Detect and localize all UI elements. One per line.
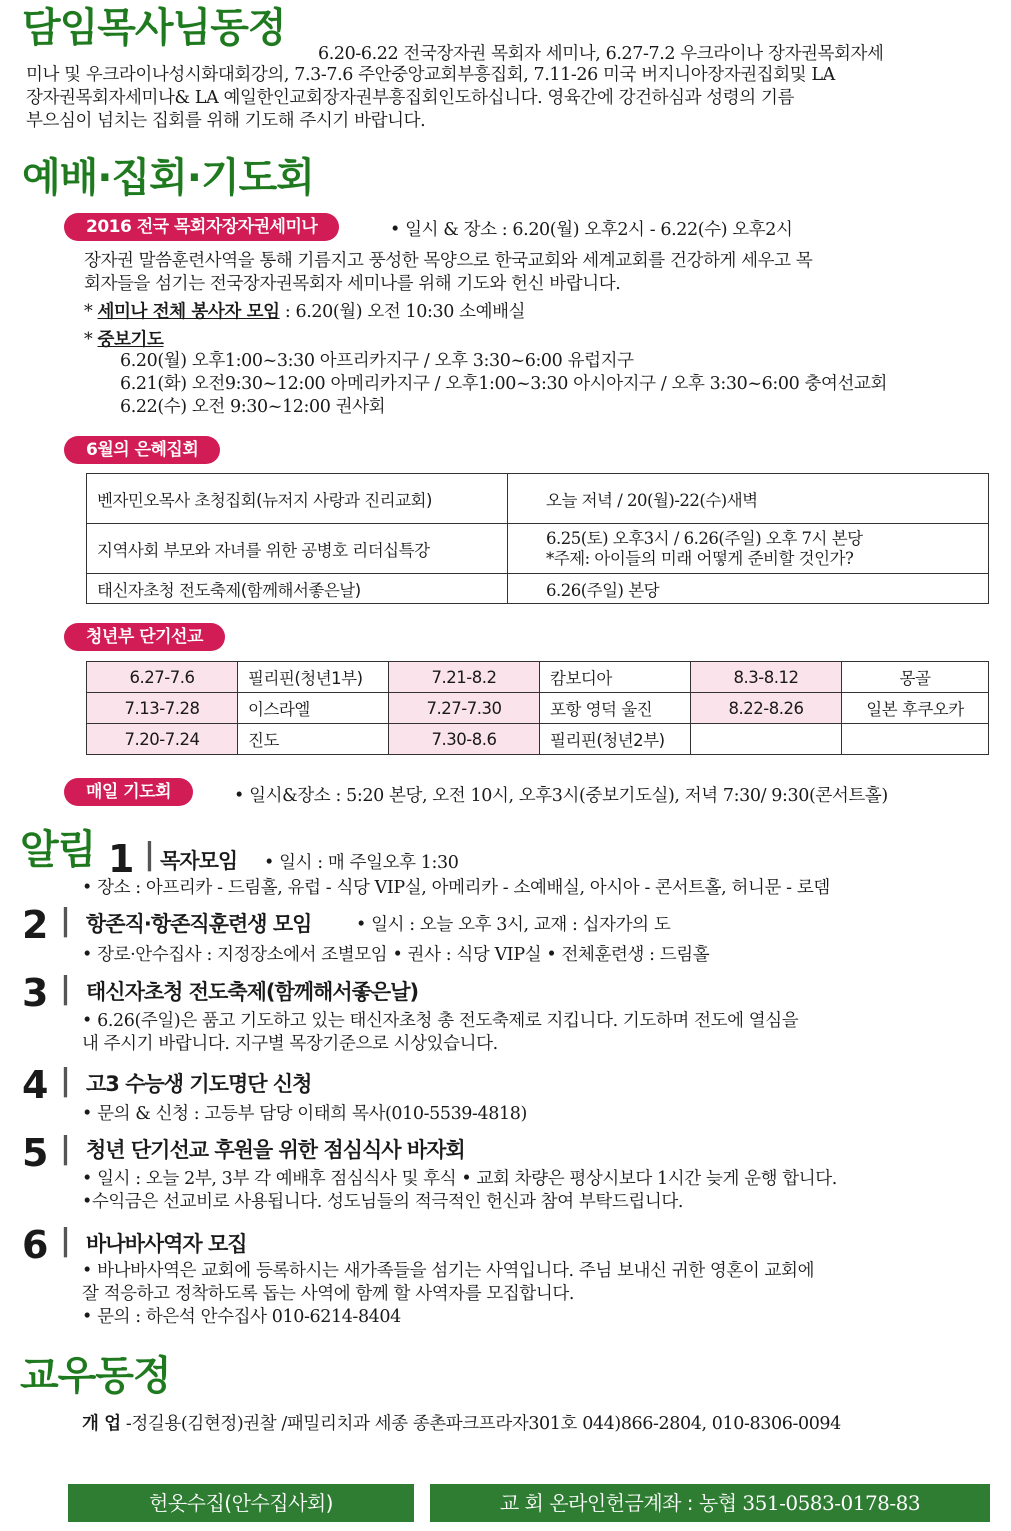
youth-place: 진도 xyxy=(238,724,389,755)
prayer-line: 6.22(수) 오전 9:30~12:00 권사회 xyxy=(120,397,386,417)
youth-place: 몽골 xyxy=(842,662,989,693)
grace-name: 벤자민오목사 초청집회(뉴저지 사랑과 진리교회) xyxy=(87,474,508,524)
notice-inline: • 일시 : 오늘 오후 3시, 교재 : 십자가의 도 xyxy=(356,915,671,935)
daily-pill: 매일 기도회 xyxy=(64,778,193,806)
footer-offering-account xyxy=(430,1484,990,1522)
table-row xyxy=(87,524,989,574)
notice-number: 1 xyxy=(108,837,135,881)
table-row xyxy=(87,574,989,604)
pastor-first-line: 6.20-6.22 전국장자권 목회자 세미나, 6.27-7.2 우크라이나 장자권목회자세 xyxy=(318,44,884,64)
prayer-heading xyxy=(84,326,164,351)
worship-title: 예배·집회·기도회 xyxy=(22,155,314,201)
notice-heading: 바나바사역자 모집 xyxy=(86,1232,247,1256)
table-row xyxy=(87,724,989,755)
members-text: -정길용(김현정)권찰 /패밀리치과 세종 종촌파크프라자301호 044)866-2804, 010-8306-0094 xyxy=(120,1414,841,1434)
youth-place: 필리핀(청년2부) xyxy=(540,724,691,755)
youth-place: 일본 후쿠오카 xyxy=(842,693,989,724)
youth-date: 8.22-8.26 xyxy=(691,693,842,724)
youth-date: 7.13-7.28 xyxy=(87,693,238,724)
prayer-line: 6.21(화) 오전9:30~12:00 아메리카지구 / 오후1:00~3:30 아시아지구 / 오후 3:30~6:00 충여선교회 xyxy=(120,374,888,394)
notice-bar: | xyxy=(60,903,71,938)
youth-date: 7.30-8.6 xyxy=(389,724,540,755)
notice-heading: 목자모임 xyxy=(160,849,238,873)
notice-line: • 일시 : 오늘 2부, 3부 각 예배후 점심식사 및 후식 • 교회 차량은 평상시보다 1시간 늦게 운행 합니다. xyxy=(82,1169,837,1189)
prayer-prefix: * xyxy=(84,330,98,350)
youth-place: 이스라엘 xyxy=(238,693,389,724)
notice-body xyxy=(82,1260,814,1329)
youth-empty xyxy=(691,724,842,755)
youth-place: 포항 영덕 울진 xyxy=(540,693,691,724)
youth-date: 8.3-8.12 xyxy=(691,662,842,693)
daily-text: • 일시&장소 : 5:20 본당, 오전 10시, 오후3시(중보기도실), 저녁 7:30/ 9:30(콘서트홀) xyxy=(234,786,888,806)
notice-heading: 고3 수능생 기도명단 신청 xyxy=(86,1072,312,1096)
seminar-datetime: • 일시 & 장소 : 6.20(월) 오후2시 - 6.22(수) 오후2시 xyxy=(390,220,793,240)
offering-label: 교 회 온라인헌금계좌 : xyxy=(499,1491,699,1515)
notice-bar: | xyxy=(60,971,71,1006)
notice-bar: | xyxy=(60,1063,71,1098)
seminar-pill: 2016 전국 목회자장자권세미나 xyxy=(64,213,339,241)
youth-empty xyxy=(842,724,989,755)
staff-text: : 6.20(월) 오전 10:30 소예배실 xyxy=(279,302,526,322)
pastor-line: 미나 및 우크라이나성시화대회강의, 7.3-7.6 주안중앙교회부흥집회, 7.11-26 미국 버지니아장자권집회및 LA xyxy=(26,65,835,85)
grace-when: 6.26(주일) 본당 xyxy=(508,574,989,604)
notice-number: 5 xyxy=(22,1131,49,1175)
pastor-title: 담임목사님동정 xyxy=(22,5,286,51)
notice-number: 6 xyxy=(22,1223,49,1267)
seminar-desc-line: 장자권 말씀훈련사역을 통해 기름지고 풍성한 목양으로 한국교회와 세계교회를 건강하게 세우고 목 xyxy=(84,251,813,271)
youth-date: 6.27-7.6 xyxy=(87,662,238,693)
notice-line: • 장로·안수집사 : 지정장소에서 조별모임 • 권사 : 식당 VIP실 • 전체훈련생 : 드림홀 xyxy=(82,945,710,965)
offering-account: 농협 351-0583-0178-83 xyxy=(698,1491,921,1515)
notice-body xyxy=(82,1010,798,1056)
notice-line: • 장소 : 아프리카 - 드림홀, 유럽 - 식당 VIP실, 아메리카 - 소예배실, 아시아 - 콘서트홀, 허니문 - 로뎀 xyxy=(82,878,830,898)
notice-heading: 태신자초청 전도축제(함께해서좋은날) xyxy=(86,980,419,1004)
youth-date: 7.21-8.2 xyxy=(389,662,540,693)
notice-number: 2 xyxy=(22,903,49,947)
notice-line: • 문의 : 하은석 안수집사 010-6214-8404 xyxy=(82,1307,401,1327)
prayer-line: 6.20(월) 오후1:00~3:30 아프리카지구 / 오후 3:30~6:00 유럽지구 xyxy=(120,351,634,371)
notice-bar: | xyxy=(144,837,155,872)
members-label: 개 업 xyxy=(82,1414,121,1434)
seminar-desc xyxy=(84,250,812,296)
youth-date: 7.20-7.24 xyxy=(87,724,238,755)
notice-heading: 청년 단기선교 후원을 위한 점심식사 바자회 xyxy=(86,1138,465,1162)
notice-number: 3 xyxy=(22,971,49,1015)
notice-body xyxy=(82,1168,837,1214)
youth-table xyxy=(86,661,989,755)
grace-name: 지역사회 부모와 자녀를 위한 공병호 리더십특강 xyxy=(87,524,508,574)
grace-when-line: *주제: 아이들의 미래 어떻게 준비할 것인가? xyxy=(546,548,854,568)
table-row xyxy=(87,693,989,724)
grace-name: 태신자초청 전도축제(함께해서좋은날) xyxy=(87,574,508,604)
prayer-schedule xyxy=(120,350,887,419)
prayer-label: 중보기도 xyxy=(97,330,164,350)
youth-date: 7.27-7.30 xyxy=(389,693,540,724)
notice-line: • 6.26(주일)은 품고 기도하고 있는 태신자초청 총 전도축제로 지킵니다. 기도하며 전도에 열심을 xyxy=(82,1011,799,1031)
notice-line: • 바나바사역은 교회에 등록하시는 새가족들을 섬기는 사역입니다. 주님 보내신 귀한 영혼이 교회에 xyxy=(82,1261,815,1281)
grace-when-line: 6.25(토) 오후3시 / 6.26(주일) 오후 7시 본당 xyxy=(546,528,863,548)
notice-bar: | xyxy=(60,1131,71,1166)
seminar-staff xyxy=(84,298,525,323)
grace-pill: 6월의 은혜집회 xyxy=(64,436,220,464)
notice-number: 4 xyxy=(22,1063,49,1107)
table-row xyxy=(87,474,989,524)
pastor-body xyxy=(26,64,991,133)
notices-title: 알림 xyxy=(20,827,96,873)
notice-line: •수익금은 선교비로 사용됩니다. 성도님들의 적극적인 헌신과 참여 부탁드립니다. xyxy=(82,1192,684,1212)
table-row xyxy=(87,662,989,693)
youth-place: 캄보디아 xyxy=(540,662,691,693)
notice-line: • 문의 & 신청 : 고등부 담당 이태희 목사(010-5539-4818) xyxy=(82,1104,527,1124)
members-entry xyxy=(82,1410,841,1435)
footer-clothes-collection: 헌옷수집(안수집사회) xyxy=(68,1484,414,1522)
seminar-desc-line: 회자들을 섬기는 전국장자권목회자 세미나를 위해 기도와 헌신 바랍니다. xyxy=(84,274,621,294)
notice-bar: | xyxy=(60,1223,71,1258)
members-title: 교우동정 xyxy=(20,1353,171,1399)
grace-when: 오늘 저녁 / 20(월)-22(수)새벽 xyxy=(508,474,989,524)
staff-label: 세미나 전체 봉사자 모임 xyxy=(97,302,280,322)
youth-pill: 청년부 단기선교 xyxy=(64,623,225,651)
notice-line: 내 주시기 바랍니다. 지구별 목장기준으로 시상있습니다. xyxy=(82,1034,498,1054)
pastor-line: 부으심이 넘치는 집회를 위해 기도해 주시기 바랍니다. xyxy=(26,111,426,131)
pastor-line: 장자권목회자세미나& LA 예일한인교회장자권부흥집회인도하십니다. 영육간에 강건하심과 성령의 기름 xyxy=(26,88,794,108)
grace-table xyxy=(86,473,989,604)
grace-when xyxy=(508,524,989,574)
youth-place: 필리핀(청년1부) xyxy=(238,662,389,693)
staff-prefix: * xyxy=(84,302,98,322)
notice-inline: • 일시 : 매 주일오후 1:30 xyxy=(264,853,459,873)
notice-line: 잘 적응하고 정착하도록 돕는 사역에 함께 할 사역자를 모집합니다. xyxy=(82,1284,575,1304)
notice-heading: 항존직·항존직훈련생 모임 xyxy=(86,912,312,936)
